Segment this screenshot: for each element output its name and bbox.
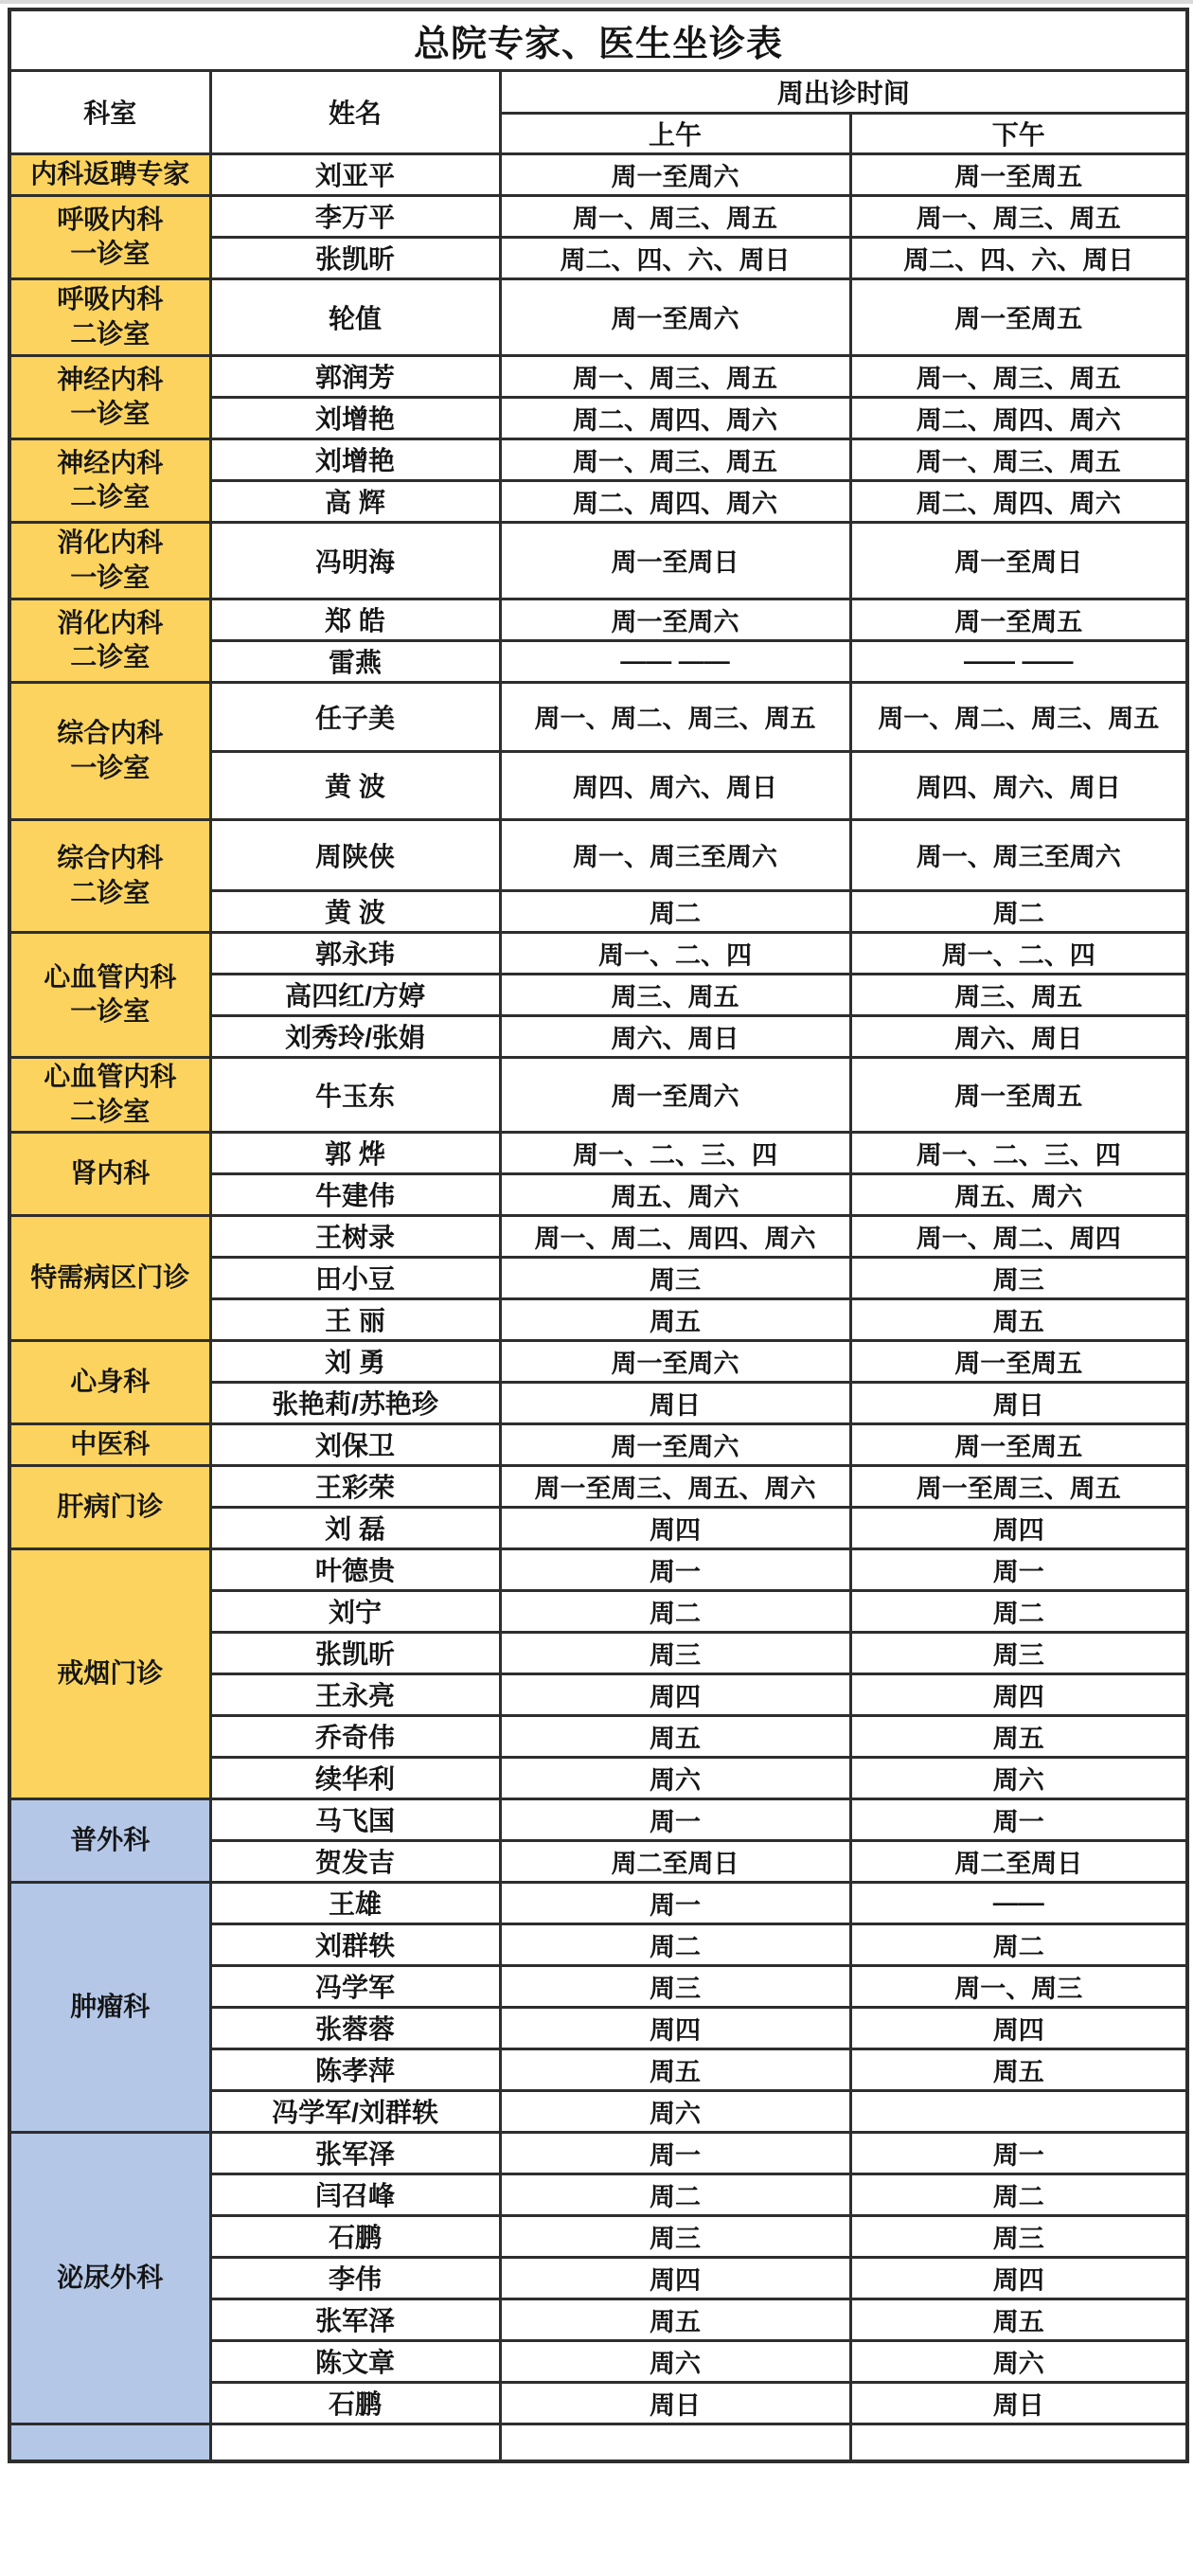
doctor-name-cell: 马飞国	[210, 1798, 500, 1840]
doctor-name-cell: 高 辉	[210, 480, 500, 522]
doctor-name-cell: 张军泽	[210, 2299, 500, 2340]
doctor-name-cell: 刘群轶	[210, 1923, 500, 1965]
table-row	[9, 438, 1187, 480]
table-row	[9, 278, 1187, 355]
schedule-pm-cell: 周一至周三、周五	[850, 1465, 1187, 1507]
table-row	[9, 1548, 1187, 1590]
table-row	[9, 1423, 1187, 1465]
doctor-name-cell: 贺发吉	[210, 1840, 500, 1882]
doctor-name-cell: 高四红/方婷	[210, 974, 500, 1015]
schedule-am-cell: 周四	[500, 2257, 850, 2299]
schedule-pm-cell: 周五	[850, 2299, 1187, 2340]
schedule-pm-cell: 周六	[850, 2340, 1187, 2382]
table-row	[9, 932, 1187, 974]
table-row	[9, 1215, 1187, 1257]
department-cell	[9, 2424, 210, 2461]
schedule-pm-cell: 周四	[850, 1673, 1187, 1715]
schedule-am-cell: 周四	[500, 1673, 850, 1715]
doctor-name-cell: 田小豆	[210, 1257, 500, 1298]
header-department: 科室	[9, 70, 210, 153]
schedule-pm-cell	[850, 2424, 1187, 2461]
table-row	[9, 819, 1187, 890]
schedule-am-cell: 周一至周日	[500, 522, 850, 599]
schedule-am-cell: —— ——	[500, 640, 850, 682]
schedule-pm-cell: 周六、周日	[850, 1015, 1187, 1057]
header-name: 姓名	[210, 70, 500, 153]
department-cell: 肾内科	[9, 1132, 210, 1215]
schedule-am-cell: 周二、周四、周六	[500, 397, 850, 438]
department-cell: 神经内科 二诊室	[9, 438, 210, 522]
schedule-am-cell: 周四、周六、周日	[500, 751, 850, 819]
header-afternoon: 下午	[850, 113, 1187, 153]
schedule-am-cell: 周一至周六	[500, 1340, 850, 1382]
schedule-pm-cell: 周一至周五	[850, 278, 1187, 355]
schedule-pm-cell: 周一至周五	[850, 1340, 1187, 1382]
doctor-name-cell: 冯学军/刘群轶	[210, 2090, 500, 2132]
schedule-table-wrap	[8, 8, 1189, 2463]
table-row	[9, 2424, 1187, 2461]
schedule-pm-cell: 周日	[850, 1382, 1187, 1423]
schedule-am-cell: 周一至周三、周五、周六	[500, 1465, 850, 1507]
schedule-am-cell: 周一、周三、周五	[500, 355, 850, 397]
schedule-pm-cell: 周一、二、四	[850, 932, 1187, 974]
table-row	[9, 1798, 1187, 1840]
table-row	[9, 195, 1187, 237]
table-row	[9, 522, 1187, 599]
doctor-name-cell: 刘宁	[210, 1590, 500, 1632]
department-cell: 泌尿外科	[9, 2132, 210, 2424]
schedule-am-cell: 周一、二、三、四	[500, 1132, 850, 1173]
schedule-pm-cell: 周五	[850, 2048, 1187, 2090]
department-cell: 综合内科 二诊室	[9, 819, 210, 932]
doctor-name-cell: 王雄	[210, 1882, 500, 1923]
schedule-am-cell	[500, 2424, 850, 2461]
schedule-am-cell: 周一至周六	[500, 153, 850, 195]
doctor-name-cell: 冯学军	[210, 1965, 500, 2007]
schedule-am-cell: 周三	[500, 1632, 850, 1673]
schedule-am-cell: 周五	[500, 2048, 850, 2090]
schedule-pm-cell: —— ——	[850, 640, 1187, 682]
department-cell: 消化内科 一诊室	[9, 522, 210, 599]
doctor-name-cell: 石鹏	[210, 2382, 500, 2424]
table-row	[9, 153, 1187, 195]
schedule-pm-cell: 周一	[850, 2132, 1187, 2174]
department-cell: 内科返聘专家	[9, 153, 210, 195]
schedule-pm-cell: 周日	[850, 2382, 1187, 2424]
department-cell: 呼吸内科 二诊室	[9, 278, 210, 355]
doctor-name-cell: 陈文章	[210, 2340, 500, 2382]
schedule-am-cell: 周五	[500, 1715, 850, 1757]
doctor-name-cell: 郑 皓	[210, 599, 500, 640]
doctor-name-cell: 刘增艳	[210, 438, 500, 480]
schedule-am-cell: 周一	[500, 1882, 850, 1923]
department-cell: 肿瘤科	[9, 1882, 210, 2132]
department-cell: 戒烟门诊	[9, 1548, 210, 1798]
schedule-pm-cell: 周二、四、六、周日	[850, 237, 1187, 278]
schedule-am-cell: 周一	[500, 1548, 850, 1590]
schedule-am-cell: 周一、周三至周六	[500, 819, 850, 890]
schedule-pm-cell: 周一、周三	[850, 1965, 1187, 2007]
schedule-pm-cell: 周三、周五	[850, 974, 1187, 1015]
title-row	[9, 9, 1187, 70]
schedule-am-cell: 周六、周日	[500, 1015, 850, 1057]
department-cell: 肝病门诊	[9, 1465, 210, 1548]
doctor-name-cell: 李伟	[210, 2257, 500, 2299]
doctor-name-cell: 刘 磊	[210, 1507, 500, 1548]
doctor-name-cell: 张军泽	[210, 2132, 500, 2174]
schedule-pm-cell: 周一	[850, 1548, 1187, 1590]
doctor-name-cell: 冯明海	[210, 522, 500, 599]
schedule-pm-cell: 周二、周四、周六	[850, 480, 1187, 522]
department-cell: 普外科	[9, 1798, 210, 1882]
schedule-pm-cell: 周一、周二、周四	[850, 1215, 1187, 1257]
schedule-pm-cell: 周一至周五	[850, 1057, 1187, 1132]
schedule-pm-cell: 周四	[850, 1507, 1187, 1548]
schedule-pm-cell: ——	[850, 1882, 1187, 1923]
schedule-pm-cell: 周一至周五	[850, 153, 1187, 195]
schedule-pm-cell: 周一至周五	[850, 599, 1187, 640]
schedule-table	[8, 8, 1189, 2463]
schedule-am-cell: 周一、周三、周五	[500, 438, 850, 480]
doctor-name-cell: 黄 波	[210, 890, 500, 932]
schedule-am-cell: 周二	[500, 1923, 850, 1965]
doctor-name-cell: 郭 烨	[210, 1132, 500, 1173]
schedule-pm-cell: 周一	[850, 1798, 1187, 1840]
schedule-pm-cell: 周二	[850, 1923, 1187, 1965]
schedule-am-cell: 周六	[500, 2340, 850, 2382]
schedule-pm-cell: 周五	[850, 1298, 1187, 1340]
schedule-pm-cell: 周一、周二、周三、周五	[850, 682, 1187, 751]
table-row	[9, 1057, 1187, 1132]
schedule-am-cell: 周一	[500, 1798, 850, 1840]
schedule-am-cell: 周五	[500, 2299, 850, 2340]
doctor-name-cell: 张凯昕	[210, 237, 500, 278]
doctor-name-cell: 牛建伟	[210, 1173, 500, 1215]
table-row	[9, 1132, 1187, 1173]
schedule-am-cell: 周一至周六	[500, 278, 850, 355]
doctor-name-cell: 王 丽	[210, 1298, 500, 1340]
doctor-name-cell: 张凯昕	[210, 1632, 500, 1673]
schedule-am-cell: 周日	[500, 1382, 850, 1423]
schedule-am-cell: 周五、周六	[500, 1173, 850, 1215]
doctor-name-cell: 刘亚平	[210, 153, 500, 195]
schedule-am-cell: 周日	[500, 2382, 850, 2424]
doctor-name-cell: 叶德贵	[210, 1548, 500, 1590]
schedule-pm-cell: 周五	[850, 1715, 1187, 1757]
schedule-pm-cell: 周一、周三至周六	[850, 819, 1187, 890]
doctor-name-cell: 王树录	[210, 1215, 500, 1257]
schedule-am-cell: 周二、四、六、周日	[500, 237, 850, 278]
schedule-pm-cell	[850, 2090, 1187, 2132]
doctor-name-cell: 牛玉东	[210, 1057, 500, 1132]
doctor-name-cell: 乔奇伟	[210, 1715, 500, 1757]
schedule-am-cell: 周一至周六	[500, 1423, 850, 1465]
doctor-name-cell: 王永亮	[210, 1673, 500, 1715]
header-morning: 上午	[500, 113, 850, 153]
doctor-name-cell: 陈孝萍	[210, 2048, 500, 2090]
schedule-pm-cell: 周三	[850, 1257, 1187, 1298]
schedule-pm-cell: 周五、周六	[850, 1173, 1187, 1215]
doctor-name-cell: 雷燕	[210, 640, 500, 682]
schedule-pm-cell: 周一、周三、周五	[850, 195, 1187, 237]
schedule-am-cell: 周一、周二、周四、周六	[500, 1215, 850, 1257]
page-title: 总院专家、医生坐诊表	[9, 9, 1187, 70]
schedule-am-cell: 周一、周二、周三、周五	[500, 682, 850, 751]
table-row	[9, 2132, 1187, 2174]
table-row	[9, 682, 1187, 751]
top-edge-strip	[0, 0, 1193, 4]
schedule-pm-cell: 周一至周五	[850, 1423, 1187, 1465]
schedule-body	[9, 153, 1187, 2461]
schedule-am-cell: 周三、周五	[500, 974, 850, 1015]
schedule-pm-cell: 周一、二、三、四	[850, 1132, 1187, 1173]
doctor-name-cell: 郭润芳	[210, 355, 500, 397]
schedule-pm-cell: 周四、周六、周日	[850, 751, 1187, 819]
doctor-name-cell: 闫召峰	[210, 2174, 500, 2215]
doctor-name-cell: 李万平	[210, 195, 500, 237]
department-cell: 特需病区门诊	[9, 1215, 210, 1340]
schedule-am-cell: 周四	[500, 2007, 850, 2048]
header-weekly-time: 周出诊时间	[500, 70, 1187, 113]
schedule-am-cell: 周三	[500, 2215, 850, 2257]
department-cell: 心血管内科 一诊室	[9, 932, 210, 1057]
schedule-am-cell: 周三	[500, 1965, 850, 2007]
department-cell: 综合内科 一诊室	[9, 682, 210, 819]
doctor-name-cell: 续华利	[210, 1757, 500, 1798]
schedule-am-cell: 周一	[500, 2132, 850, 2174]
schedule-pm-cell: 周四	[850, 2257, 1187, 2299]
doctor-name-cell: 刘保卫	[210, 1423, 500, 1465]
schedule-pm-cell: 周二	[850, 2174, 1187, 2215]
schedule-pm-cell: 周一、周三、周五	[850, 438, 1187, 480]
doctor-name-cell	[210, 2424, 500, 2461]
table-row	[9, 1465, 1187, 1507]
department-cell: 消化内科 二诊室	[9, 599, 210, 682]
schedule-am-cell: 周二	[500, 1590, 850, 1632]
schedule-pm-cell: 周四	[850, 2007, 1187, 2048]
schedule-pm-cell: 周二至周日	[850, 1840, 1187, 1882]
doctor-name-cell: 刘增艳	[210, 397, 500, 438]
doctor-name-cell: 刘秀玲/张娟	[210, 1015, 500, 1057]
schedule-am-cell: 周四	[500, 1507, 850, 1548]
schedule-am-cell: 周二、周四、周六	[500, 480, 850, 522]
doctor-name-cell: 石鹏	[210, 2215, 500, 2257]
schedule-pm-cell: 周六	[850, 1757, 1187, 1798]
schedule-am-cell: 周六	[500, 1757, 850, 1798]
department-cell: 神经内科 一诊室	[9, 355, 210, 438]
doctor-name-cell: 轮值	[210, 278, 500, 355]
schedule-am-cell: 周二至周日	[500, 1840, 850, 1882]
table-row	[9, 1340, 1187, 1382]
schedule-am-cell: 周一至周六	[500, 599, 850, 640]
doctor-name-cell: 黄 波	[210, 751, 500, 819]
doctor-name-cell: 周陕侠	[210, 819, 500, 890]
schedule-pm-cell: 周二	[850, 1590, 1187, 1632]
schedule-pm-cell: 周三	[850, 1632, 1187, 1673]
schedule-am-cell: 周一、二、四	[500, 932, 850, 974]
table-row	[9, 355, 1187, 397]
schedule-am-cell: 周一至周六	[500, 1057, 850, 1132]
schedule-pm-cell: 周一至周日	[850, 522, 1187, 599]
table-row	[9, 599, 1187, 640]
schedule-am-cell: 周六	[500, 2090, 850, 2132]
schedule-pm-cell: 周二	[850, 890, 1187, 932]
schedule-pm-cell: 周三	[850, 2215, 1187, 2257]
schedule-am-cell: 周三	[500, 1257, 850, 1298]
schedule-am-cell: 周五	[500, 1298, 850, 1340]
header-row-1	[9, 70, 1187, 113]
doctor-name-cell: 王彩荣	[210, 1465, 500, 1507]
doctor-name-cell: 任子美	[210, 682, 500, 751]
department-cell: 心血管内科 二诊室	[9, 1057, 210, 1132]
doctor-name-cell: 张蓉蓉	[210, 2007, 500, 2048]
schedule-am-cell: 周二	[500, 2174, 850, 2215]
schedule-pm-cell: 周一、周三、周五	[850, 355, 1187, 397]
table-row	[9, 1882, 1187, 1923]
doctor-name-cell: 郭永玮	[210, 932, 500, 974]
doctor-name-cell: 张艳莉/苏艳珍	[210, 1382, 500, 1423]
schedule-pm-cell: 周二、周四、周六	[850, 397, 1187, 438]
department-cell: 呼吸内科 一诊室	[9, 195, 210, 278]
schedule-am-cell: 周二	[500, 890, 850, 932]
doctor-name-cell: 刘 勇	[210, 1340, 500, 1382]
department-cell: 中医科	[9, 1423, 210, 1465]
department-cell: 心身科	[9, 1340, 210, 1423]
schedule-am-cell: 周一、周三、周五	[500, 195, 850, 237]
